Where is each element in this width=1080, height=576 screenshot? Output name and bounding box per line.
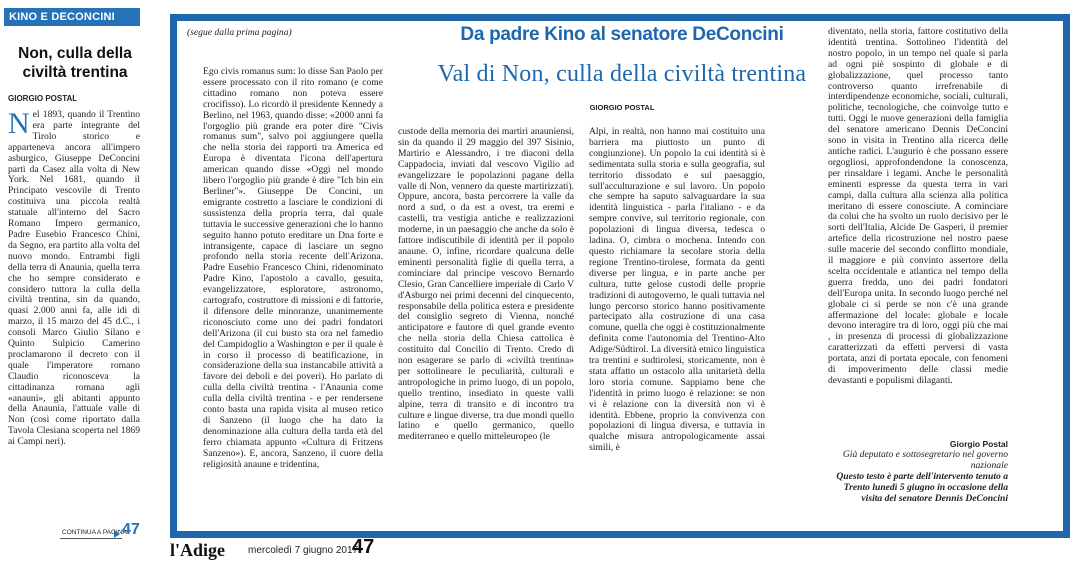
front-page-excerpt xyxy=(0,0,148,550)
article-panel xyxy=(170,14,1070,538)
author-signature xyxy=(828,439,1008,504)
signature-note: Questo testo è parte dell'intervento tenuto a Trento lunedì 5 giugno in occasione della visita del senatore Dennis DeConcini xyxy=(836,470,1008,504)
column-text: diventato, nella storia, fattore costitutivo della identità trentina. Sottolineo l'identità del nostro popolo, in un tempo nel quale si parla ad ogni piè sospinto di globale e di globalizzazione, quel processo tanto controverso quanto irrefrenabile di interdipendenze economiche, sociali, culturali, politiche, tecnologiche, che coinvolge tutto e tutti. Oggi le nuove generazioni della famiglia del senatore americano Dennis DeConcini sono in visita in Trentino alla ricerca delle antiche radici. L'augurio è che possano essere orgogliosi, approfondendone la conoscenza, per rinsaldare i legami. Anche le personalità eminenti espresse da questa terra in vari campi, dalla cultura alla scienza alla politica meritano di essere conosciute. A cominciare da colui che ha svolto un ruolo decisivo per le sorti dell'Italia, Alcide De Gasperi, il premier artefice della ricostruzione nel nostro paese sulle macerie del secondo conflitto mondiale, il maggiore e più convinto assertore della scelta occidentale e atlantica nel tempo della guerra fredda, uno dei padri fondatori dell'Europa unita. In secondo luogo perché nel globale ci si perde se non c'è una grande affermazione del locale: globale e locale devono interagire tra di loro, oggi più che mai , in presenza di processi di globalizzazione caratterizzati da effetti perversi di vasta portata, anzi di portata epocale, con fenomeni di impoverimento delle classi medie devastanti e populismi dilaganti. xyxy=(828,27,1008,386)
excerpt-text: el 1893, quando il Trentino era parte integrante del Tirolo storico e apparteneva ancora all'impero asburgico, Giuseppe DeConcini partì da Casez alla volta di New York. Nel 1681, quando il Principato vescovile di Trento costituiva una piccola realtà statuale all'interno del Sacro Romano Impero germanico, Padre Eusebio Francesco Chini, da Segno, era partito alla volta del nuovo mondo. Entrambi figli della terra di Anaunia, quella terra che ho sempre considerato e considero tuttora la culla della civiltà trentina, sin da quando, quasi 2.000 anni fa, alle idi di marzo, il 15 marzo del 45 d.C., i consoli Marco Giulio Silano e Quinto Sulpicio Camerino proclamarono il decreto con il quale l'imperatore romano Claudio riconosceva la cittadinanza romana agli «anauni», gli abitanti appunto della Anaunia, l'attuale valle di Non (così come riportato dalla Tavola Clesiana scoperta nel 1869 ai Campi neri). xyxy=(8,110,140,448)
article-column-3 xyxy=(589,127,765,521)
continued-from: (segue dalla prima pagina) xyxy=(187,27,292,38)
drop-cap: N xyxy=(8,110,30,140)
article-headline: Val di Non, culla della civiltà trentina xyxy=(437,61,807,87)
column-text: Alpi, in realtà, non hanno mai costituito una barriera ma piuttosto un punto di congiunzione). Un popolo la cui identità si è sedimentata sulla storia e sulla geografia, sul territorio dissodato e sul paesaggio, sull'acculturazione e sul lavoro. Un popolo che sempre ha saputo salvaguardare la sua identità linguistica - parla l'italiano - e da sempre convive, sul territorio regionale, con popolazioni di lingua diversa, tedesca o ladina. O, cimbra o mochena. Intendo con questo richiamare la secolare storia della regione Trentino-tirolese, formata da genti diverse per lingua, e in parte anche per cultura, tutte gelose custodi delle proprie tradizioni di autogoverno, le quali tuttavia nel lungo percorso storico hanno positivamente partecipato alla costruzione di una casa comune, quella che oggi è costituzionalmente definita come l'autonomia del Trentino-Alto Adige/Südtirol. La diversità etnico linguistica tra trentini e sudtirolesi, storicamente, non è stata affatto un ostacolo alla unitarietà della loro storia comune. Sappiamo bene che l'identità in primo luogo è relazione: se non vi è relazione con la diversità non vi è identità. Ebbene, proprio la convivenza con popolazioni di lingua diversa, e tuttavia in qualche misura antropologicamente assai simili, è xyxy=(589,127,765,454)
article-column-2 xyxy=(398,127,574,521)
article-column-1 xyxy=(203,67,383,523)
excerpt-body xyxy=(8,110,140,524)
column-text: custode della memoria dei martiri anauniensi, sin da quando il 29 maggio del 397 Sisinio, Martirio e Alessandro, i tre diaconi della Cappadocia, inviati dal vescovo Vigilio ad evangelizzare le popolazioni pagane della valle di Non, vennero da queste martirizzati). Oppure, ancora, basta percorrere la valle da nord a sud, o da est a ovest, tra eremi e castelli, tra vestigia antiche e realizzazioni moderne, in un paesaggio che anche da solo è fattore indiscutibile di identità per il popolo anaune. O, infine, ricordare qualcuna delle eminenti personalità figlie di quella terra, a cominciare dal principe vescovo Bernardo Clesio, Gran Cancelliere imperiale di Carlo V d'Asburgo nei primi decenni del cinquecento, responsabile della politica estera e presidente del consiglio segreto di Vienna, nonché anticipatore e fautore di quel grande evento che nella storia della Chiesa cattolica è costituito dal Concilio di Trento. Credo di non esagerare se parlo di «civiltà trentina» per sottolineare le peculiarità, culturali e antropologiche in primo luogo, di un popolo, quello trentino, insediato in queste valli alpine, terra di transito e di incontro tra culture e lingue diverse, tra due mondi quello latino e quello germanico, quello mediterraneo e quello mitteleuropeo (le xyxy=(398,127,574,443)
continue-label: CONTINUA A PAGINA xyxy=(62,529,127,536)
issue-date: mercoledì 7 giugno 2017 xyxy=(248,545,359,556)
article-kicker: Da padre Kino al senatore DeConcini xyxy=(460,24,784,45)
page-number: 47 xyxy=(352,536,375,558)
arrow-right-icon xyxy=(114,530,120,538)
section-tag: KINO E DECONCINI xyxy=(4,8,140,26)
column-text: Ego civis romanus sum: lo disse San Paolo per essere processato con il rito romano (e come cittadino romano non poteva essere crocifisso). Lo ricordò il presidente Kennedy a Berlino, nel 1963, quando disse: «2000 anni fa l'orgoglio più grande era poter dire "Civis romanus sum", salvo poi aggiungere quella che nella storia dei rapporti tra America ed Europa è diventata l'icona dell'apertura american quando disse «Oggi nel mondo libero l'orgoglio più grande è dire "Ich bin ein Berliner"». Giuseppe De Concini, un emigrante costretto a lasciare le condizioni di sussistenza della propria terra, dal quale tuttavia le successive generazioni che lo hanno seguito hanno potuto ereditare un Dna forte e intransigente, capace di lasciare un segno profondo nella storia recente dell'Arizona. Padre Eusebio Francesco Chini, ridenominato Padre Kino, l'apostolo a cavallo, gesuita, evangelizzatore, esploratore, astronomo, cartografo, costruttore di missioni e di fattorie, il difensore delle minoranze, unanimemente riconosciuto come uno dei padri fondatori dell'Arizona (il cui busto sta ora nel famedio del Campidoglio a Washington e per il quale è in corso il processo di beatificazione, in considerazione della sua instancabile attività a favore dei deboli e dei poveri). Ho parlato di culla della civiltà trentina - l'Anaunia come culla della civiltà trentina - e per rendersene conto basta una rapida visita al museo retico di Sanzeno (il luogo che ha dato la denominazione alla cultura della tarda età del ferro chiamata appunto «Cultura di Fritzens Sanzeno»). E, ancora, Sanzeno, il cuore della religiosità anaune e tridentina, xyxy=(203,67,383,470)
newspaper-logo: l'Adige xyxy=(170,540,226,560)
excerpt-title: Non, culla della civiltà trentina xyxy=(18,45,132,81)
article-inner xyxy=(177,21,1063,531)
signature-name: Giorgio Postal xyxy=(949,439,1008,449)
article-byline: GIORGIO POSTAL xyxy=(589,103,655,112)
continue-rule xyxy=(60,538,122,539)
excerpt-author: GIORGIO POSTAL xyxy=(8,94,78,103)
continue-page-ref: 47 xyxy=(122,521,140,538)
signature-role: Già deputato e sottosegretario nel governo nazionale xyxy=(842,448,1008,471)
